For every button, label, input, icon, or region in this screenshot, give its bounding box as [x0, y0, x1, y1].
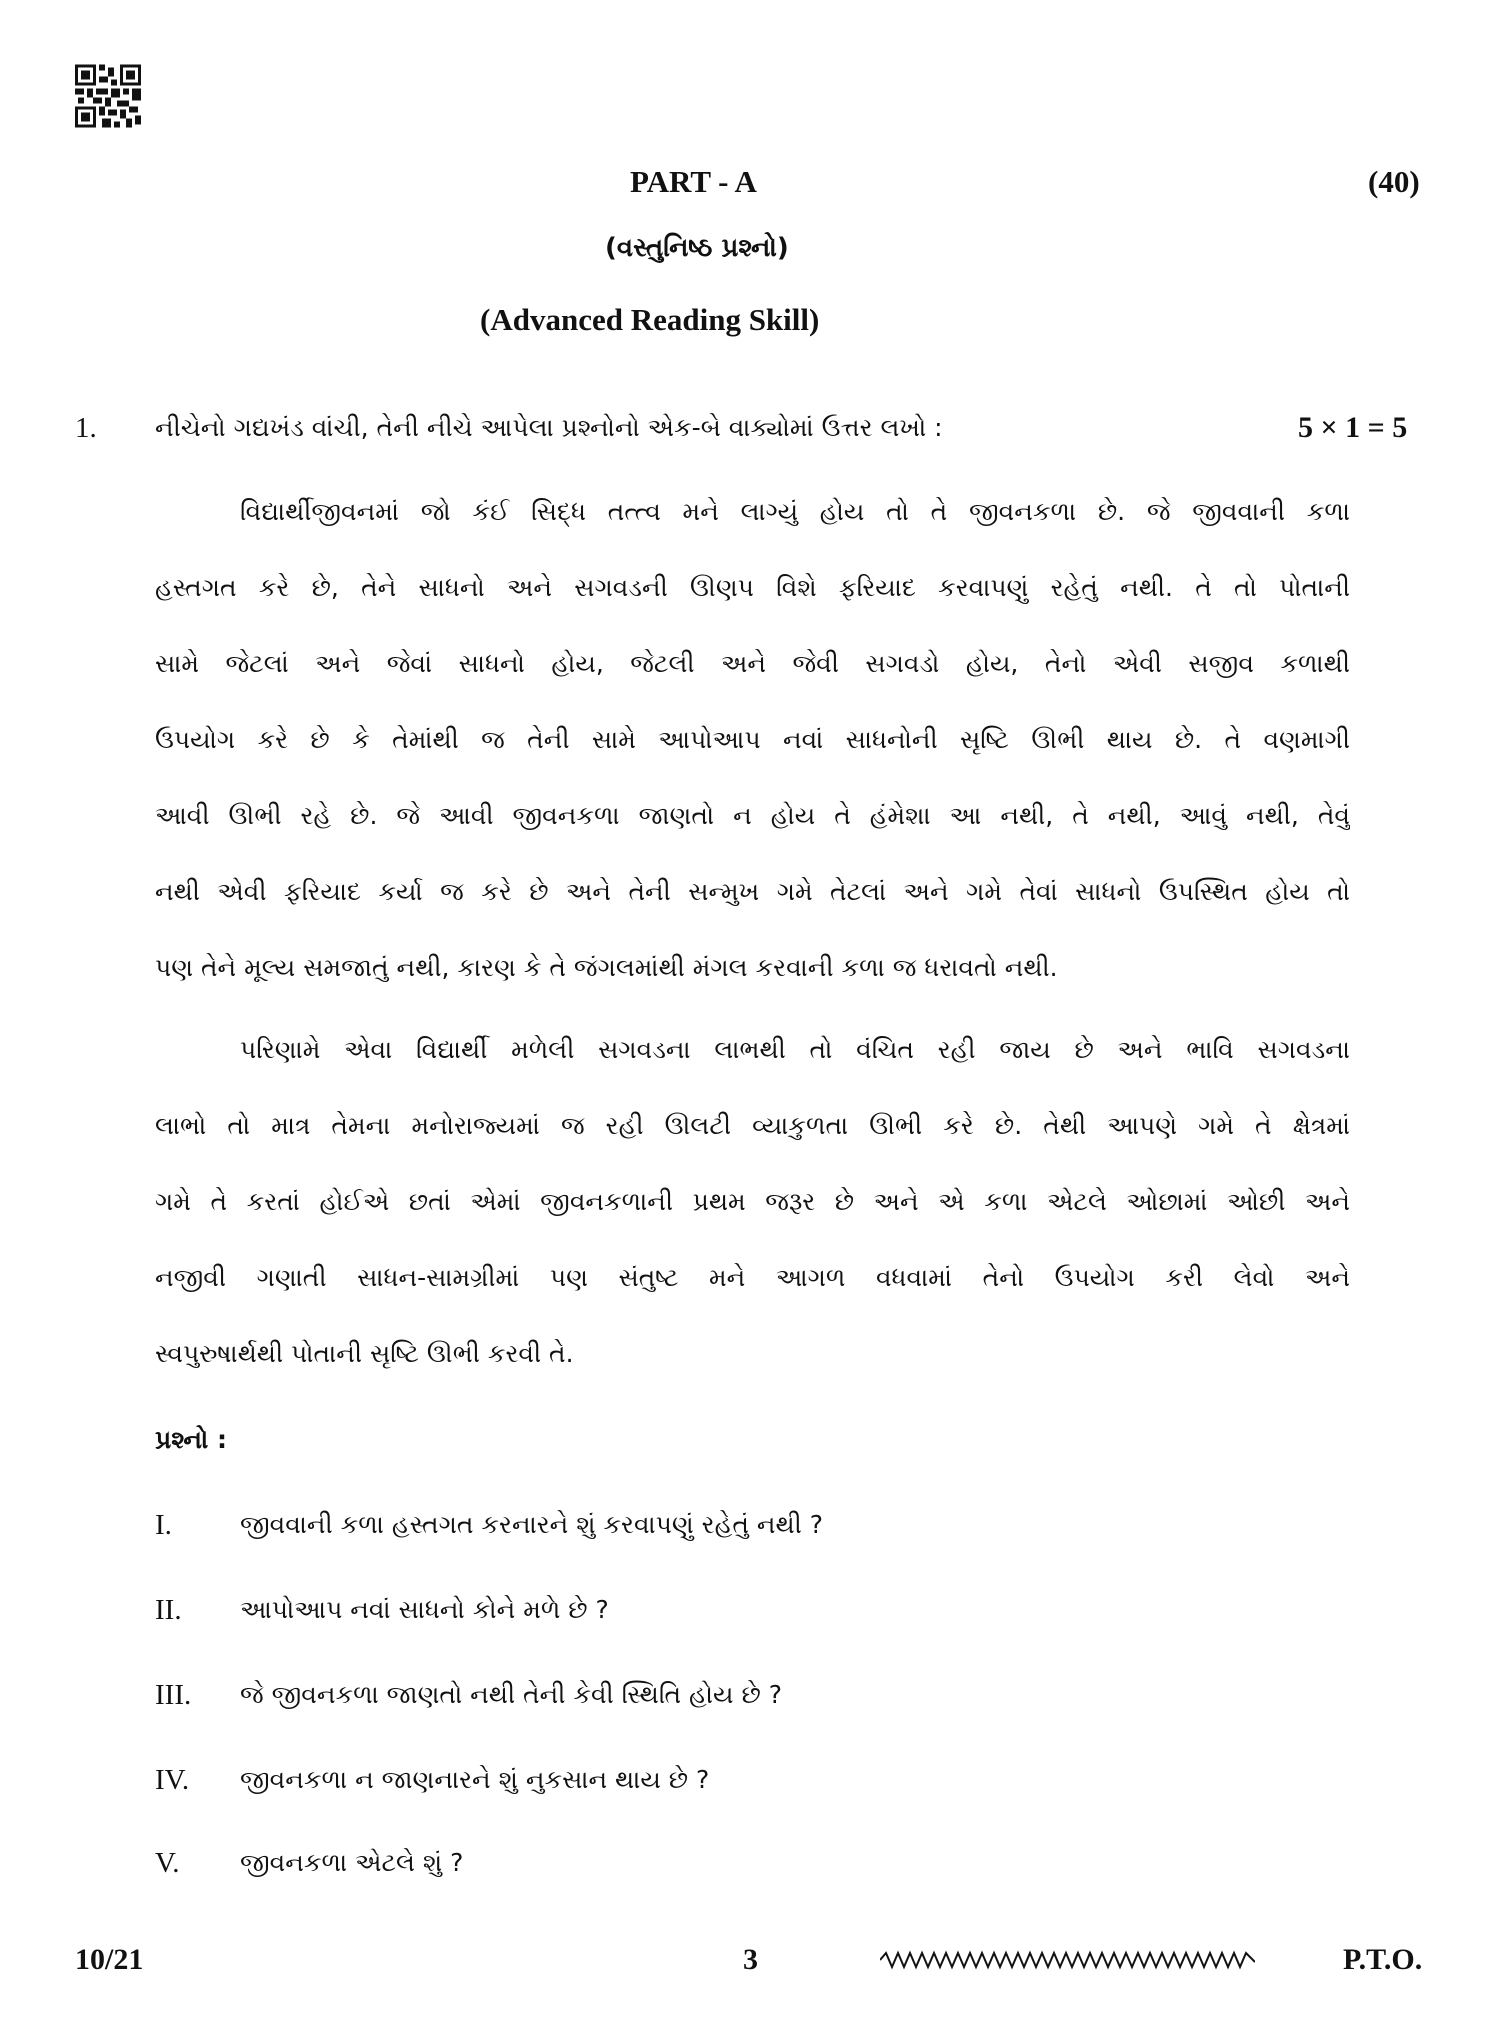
section-title: (Advanced Reading Skill) — [480, 302, 820, 337]
passage-line: પણ તેને મૂલ્ય સમજાતું નથી, કારણ કે તે જંગલમાંથી મંગલ કરવાની કળા જ ધરાવતો નથી. — [155, 953, 1058, 982]
passage-line: સ્વપુરુષાર્થથી પોતાની સૃષ્ટિ ઊભી કરવી તે. — [155, 1339, 574, 1368]
part-subtitle: (વસ્તુનિષ્ઠ પ્રશ્નો) — [605, 233, 789, 263]
qr-code-icon — [75, 64, 141, 128]
question-instruction: નીચેનો ગદ્યખંડ વાંચી, તેની નીચે આપેલા પ્રશ્નોનો એક-બે વાક્યોમાં ઉત્તર લખો : — [155, 413, 943, 442]
sub-question-text: જે જીવનકળા જાણતો નથી તેની કેવી સ્થિતિ હોય છે ? — [240, 1680, 783, 1709]
sub-question-label: V. — [155, 1847, 180, 1879]
footer-pto: P.T.O. — [1343, 1943, 1423, 1976]
wavy-line-icon — [880, 1950, 1255, 1970]
sub-question-text: જીવનકળા ન જાણનારને શું નુકસાન થાય છે ? — [240, 1765, 710, 1794]
footer-paper-code: 10/21 — [75, 1943, 144, 1976]
passage-line: વિદ્યાર્થીજીવનમાં જો કંઈ સિદ્ધ તત્ત્વ મને લાગ્યું હોય તો તે જીવનકળા છે. જે જીવવાની કળા — [240, 497, 1350, 526]
sub-question-label: I. — [155, 1509, 172, 1541]
footer-page-number: 3 — [743, 1943, 758, 1976]
question-marks: 5 × 1 = 5 — [1298, 411, 1408, 444]
passage-line: લાભો તો માત્ર તેમના મનોરાજ્યમાં જ રહી ઊલટી વ્યાકુળતા ઊભી કરે છે. તેથી આપણે ગમે તે ક્ષેત્રમાં — [155, 1111, 1350, 1140]
passage-line: ઉપયોગ કરે છે કે તેમાંથી જ તેની સામે આપોઆપ નવાં સાધનોની સૃષ્ટિ ઊભી થાય છે. તે વણમાગી — [155, 725, 1350, 754]
passage-line: ગમે તે કરતાં હોઈએ છતાં એમાં જીવનકળાની પ્રથમ જરૂર છે અને એ કળા એટલે ઓછામાં ઓછી અને — [155, 1187, 1350, 1216]
sub-question-label: III. — [155, 1679, 192, 1711]
sub-question-text: જીવવાની કળા હસ્તગત કરનારને શું કરવાપણું રહેતું નથી ? — [240, 1510, 824, 1539]
part-marks: (40) — [1368, 164, 1420, 199]
part-title: PART - A — [630, 164, 757, 199]
sub-question-label: II. — [155, 1594, 182, 1626]
sub-question-text: જીવનકળા એટલે શું ? — [240, 1848, 464, 1877]
questions-label: પ્રશ્નો : — [155, 1425, 227, 1454]
passage-line: પરિણામે એવા વિદ્યાર્થી મળેલી સગવડના લાભથી તો વંચિત રહી જાય છે અને ભાવિ સગવડના — [240, 1035, 1350, 1064]
passage-line: હસ્તગત કરે છે, તેને સાધનો અને સગવડની ઊણપ વિશે ફરિયાદ કરવાપણું રહેતું નથી. તે તો પોતાની — [155, 573, 1350, 602]
passage-line: સામે જેટલાં અને જેવાં સાધનો હોય, જેટલી અને જેવી સગવડો હોય, તેનો એવી સજીવ કળાથી — [155, 649, 1350, 678]
passage-line: આવી ઊભી રહે છે. જે આવી જીવનકળા જાણતો ન હોય તે હંમેશા આ નથી, તે નથી, આવું નથી, તેવું — [155, 801, 1350, 830]
passage-line: નજીવી ગણાતી સાધન-સામગ્રીમાં પણ સંતુષ્ટ મને આગળ વધવામાં તેનો ઉપયોગ કરી લેવો અને — [155, 1263, 1350, 1292]
passage-line: નથી એવી ફરિયાદ કર્યા જ કરે છે અને તેની સન્મુખ ગમે તેટલાં અને ગમે તેવાં સાધનો ઉપસ્થિત હોય તો — [155, 877, 1350, 906]
sub-question-label: IV. — [155, 1764, 190, 1796]
sub-question-text: આપોઆપ નવાં સાધનો કોને મળે છે ? — [240, 1595, 609, 1624]
question-number: 1. — [75, 412, 97, 444]
